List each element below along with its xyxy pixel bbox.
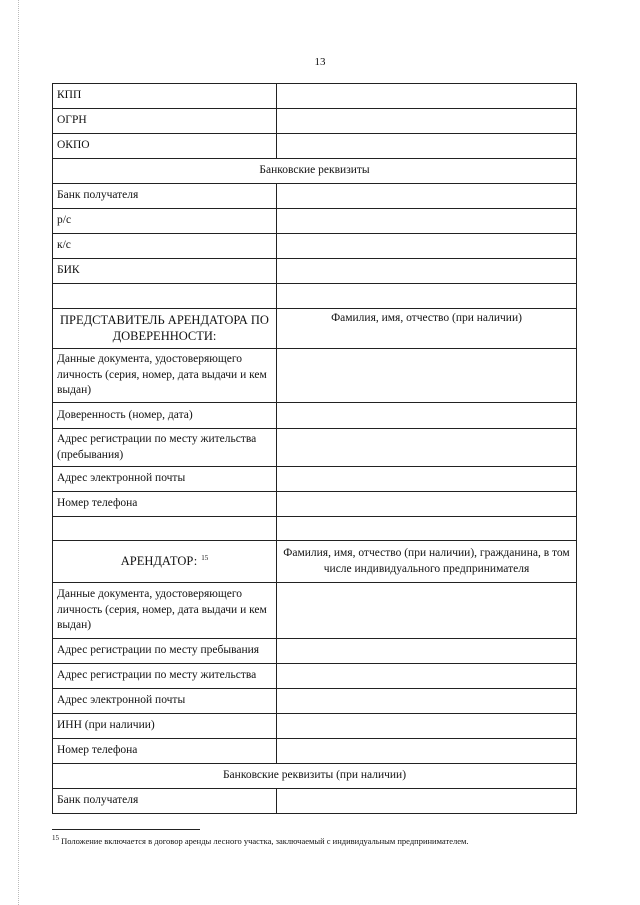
table-row (53, 583, 577, 639)
tenant-stay-address-value-cell[interactable] (277, 639, 577, 664)
tenant-stay-address-label: Адрес регистрации по месту пребывания (53, 639, 277, 664)
table-row (53, 209, 577, 234)
representative-address-label: Адрес регистрации по месту жительства (пребывания) (53, 429, 277, 467)
table-row (53, 739, 577, 764)
table-row (53, 234, 577, 259)
table-row (53, 689, 577, 714)
tenant-heading-text: АРЕНДАТОР: (120, 553, 198, 568)
ogrn-value-cell[interactable] (277, 109, 577, 134)
tenant-bank-name-value-cell[interactable] (277, 789, 577, 814)
bik-label: БИК (53, 259, 277, 284)
tenant-id-document-label: Данные документа, удостоверяющего личность (серия, номер, дата выдачи и кем выдан) (53, 583, 277, 639)
corr-account-value-cell[interactable] (277, 234, 577, 259)
empty-label-cell (53, 517, 277, 541)
tenant-phone-value-cell[interactable] (277, 739, 577, 764)
bank-details-heading: Банковские реквизиты (53, 159, 577, 184)
table-row (53, 84, 577, 109)
empty-value-cell[interactable] (277, 517, 577, 541)
table-row (53, 184, 577, 209)
okpo-value-cell[interactable] (277, 134, 577, 159)
tenant-residence-address-label: Адрес регистрации по месту жительства (53, 664, 277, 689)
table-row (53, 492, 577, 517)
representative-id-document-label: Данные документа, удостоверяющего личность (серия, номер, дата выдачи и кем выдан) (53, 349, 277, 403)
tenant-inn-label: ИНН (при наличии) (53, 714, 277, 739)
representative-email-label: Адрес электронной почты (53, 467, 277, 492)
table-row (53, 429, 577, 467)
table-row (53, 714, 577, 739)
account-label: р/с (53, 209, 277, 234)
table-row (53, 259, 577, 284)
footnote-text: Положение включается в договор аренды лесного участка, заключаемый с индивидуальным предпринимателем. (59, 835, 469, 846)
bank-name-label: Банк получателя (53, 184, 277, 209)
table-row (53, 159, 577, 184)
tenant-id-document-value-cell[interactable] (277, 583, 577, 639)
tenant-bank-name-label: Банк получателя (53, 789, 277, 814)
kpp-value-cell[interactable] (277, 84, 577, 109)
representative-phone-label: Номер телефона (53, 492, 277, 517)
tenant-name-header: Фамилия, имя, отчество (при наличии), гражданина, в том числе индивидуального предпринимателя (277, 541, 577, 583)
footnote-mark: 15 (52, 834, 59, 842)
lease-details-table (52, 83, 577, 814)
table-row (53, 639, 577, 664)
corr-account-label: к/с (53, 234, 277, 259)
tenant-email-label: Адрес электронной почты (53, 689, 277, 714)
table-row (53, 664, 577, 689)
bik-value-cell[interactable] (277, 259, 577, 284)
empty-value-cell[interactable] (277, 284, 577, 309)
table-row (53, 764, 577, 789)
tenant-email-value-cell[interactable] (277, 689, 577, 714)
power-of-attorney-value-cell[interactable] (277, 403, 577, 429)
table-row (53, 349, 577, 403)
table-row (53, 789, 577, 814)
representative-name-header: Фамилия, имя, отчество (при наличии) (277, 309, 577, 349)
tenant-residence-address-value-cell[interactable] (277, 664, 577, 689)
table-row (53, 541, 577, 583)
table-row (53, 309, 577, 349)
tenant-phone-label: Номер телефона (53, 739, 277, 764)
footnote-ref[interactable]: 15 (201, 553, 209, 562)
tenant-bank-details-heading: Банковские реквизиты (при наличии) (53, 764, 577, 789)
representative-address-value-cell[interactable] (277, 429, 577, 467)
ogrn-label: ОГРН (53, 109, 277, 134)
footnote-divider (52, 829, 200, 830)
account-value-cell[interactable] (277, 209, 577, 234)
kpp-label: КПП (53, 84, 277, 109)
table-row (53, 517, 577, 541)
table-row (53, 403, 577, 429)
representative-heading: ПРЕДСТАВИТЕЛЬ АРЕНДАТОРА ПО ДОВЕРЕННОСТИ: (53, 309, 277, 349)
table-row (53, 467, 577, 492)
tenant-heading (53, 541, 277, 583)
representative-email-value-cell[interactable] (277, 467, 577, 492)
table-row (53, 134, 577, 159)
table-row (53, 109, 577, 134)
power-of-attorney-label: Доверенность (номер, дата) (53, 403, 277, 429)
okpo-label: ОКПО (53, 134, 277, 159)
representative-phone-value-cell[interactable] (277, 492, 577, 517)
page-number: 13 (314, 56, 326, 68)
representative-id-document-value-cell[interactable] (277, 349, 577, 403)
table-row (53, 284, 577, 309)
empty-label-cell (53, 284, 277, 309)
tenant-inn-value-cell[interactable] (277, 714, 577, 739)
bank-name-value-cell[interactable] (277, 184, 577, 209)
scan-edge (18, 0, 19, 905)
footnote (52, 834, 582, 847)
